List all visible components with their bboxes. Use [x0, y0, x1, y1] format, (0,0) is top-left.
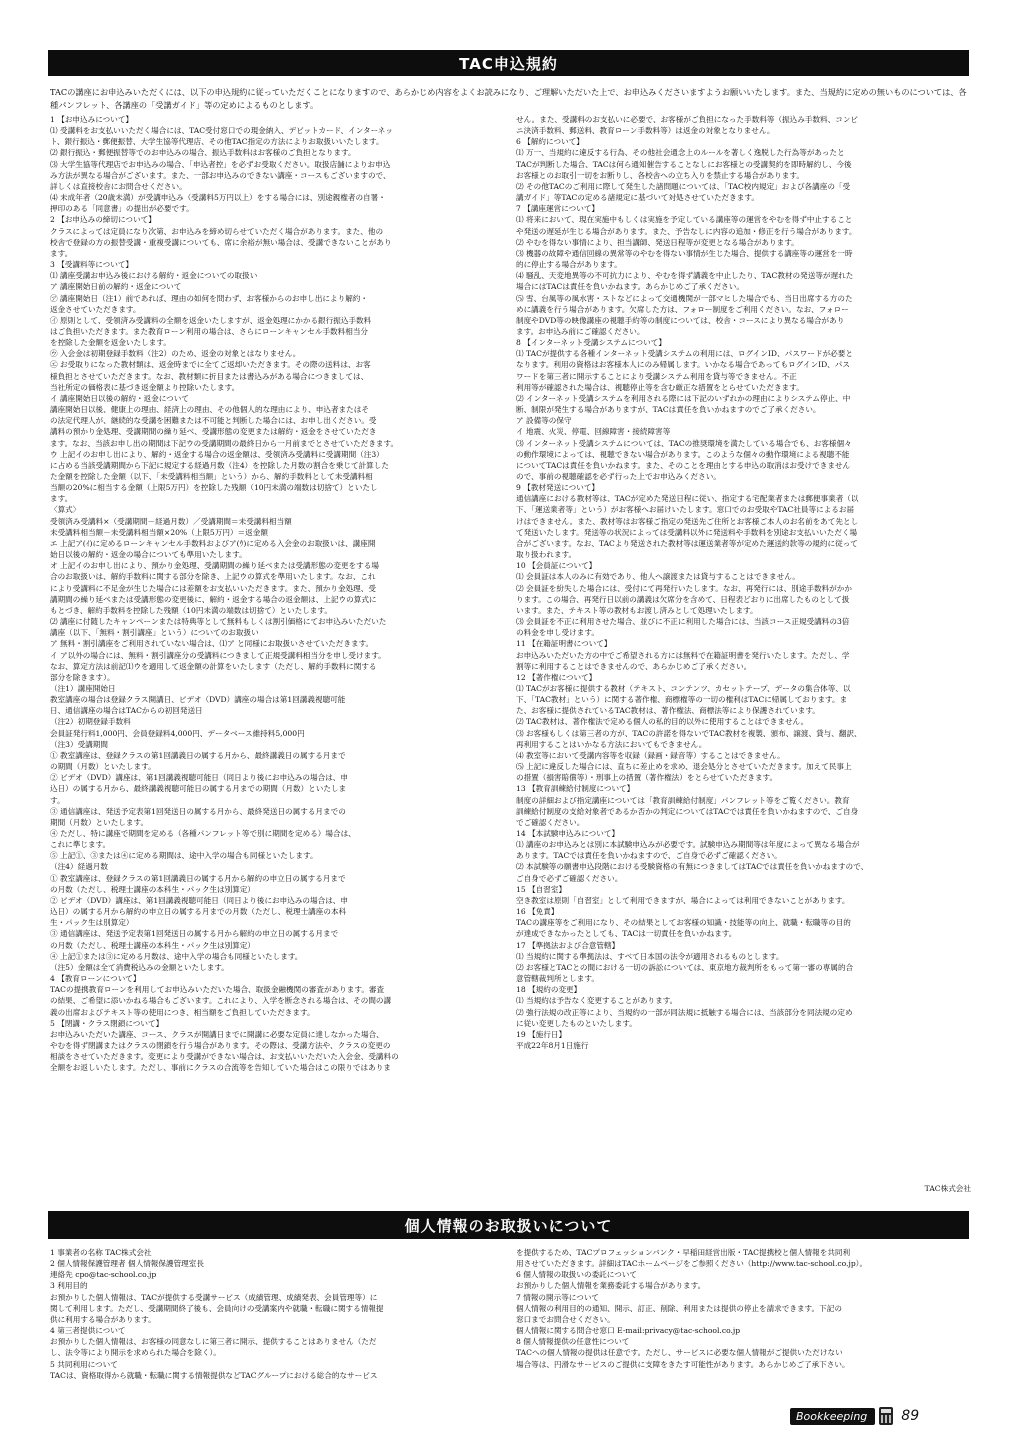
text-line: ⑴ TACがお客様に提供する教材（テキスト、コンテンツ、カセットテープ、データの集合体等、以: [516, 683, 851, 693]
text-line: 取り扱われます。: [516, 550, 577, 560]
text-line: に占める当該受講期間から下記に規定する経過月数（注4）を控除した月数の割合を乗じて計算した: [50, 460, 389, 470]
text-line: ⑶ 大学生協等代理店でお申込みの場合、「申込者控」を必ずお受取ください。取扱店舗によりお申込: [50, 159, 391, 169]
text-line: ⑴ 将来において、現在実施中もしくは実施を予定している講座等の運営をやむを得ず中止すること: [516, 215, 853, 225]
text-line: ウ 上記イのお申し出により、解約・返金する場合の返金額は、受領済み受講料に受講期間（注3）: [50, 449, 384, 459]
text-line: 下、「TAC教材」という）に関する著作権、商標権等の一切の権利はTACに帰属しております。ま: [516, 695, 848, 705]
text-line: 10 【会員証について】: [516, 561, 597, 571]
text-line: の動作環境によっては、視聴できない場合があります。このような個々の動作環境による視聴不能: [516, 449, 850, 459]
text-line: もとづき、解約手数料を控除した残額（10円未満の端数は切捨て）といたします。: [50, 605, 332, 615]
text-line: 供に利用する場合があります。: [50, 1314, 156, 1324]
text-line: 15 【自習室】: [516, 884, 567, 894]
text-line: ④ 上記①または③に定める月数は、途中入学の場合も同様といたします。: [50, 951, 303, 961]
text-line: ⑵ 強行法規の改正等により、当規約の一部が同法規に抵触する場合には、当該部分を同法規の定め: [516, 1007, 853, 1017]
text-line: 教室講座の場合は登録クラス開講日、ビデオ（DVD）講座の場合は第1回講義視聴可能: [50, 695, 346, 705]
text-line: 押印のある「同意書」の提出が必要です。: [50, 204, 194, 214]
intro-paragraph: TACの講座にお申込みいただくには、以下の申込規約に従っていただくことになりますので、あらかじめ内容をよくお読みになり、ご理解いただいた上で、お申込みくださいますようお願いいたします。また、当規約に定めの無いものについては、各種パンフレット、各講座の「受講ガイド」等の定めによるものとします。: [50, 87, 967, 110]
text-line: 当額の20%に相当する金額（上限5万円）を控除した残額（10円未満の端数は切捨て）といたし: [50, 483, 378, 493]
text-line: 17 【準拠法および合意管轄】: [516, 940, 620, 950]
text-line: 期間（月数）といたします。: [50, 817, 149, 827]
text-line: でご確認ください。: [516, 817, 585, 827]
text-line: に従い変更したものといたします。: [516, 1018, 637, 1028]
terms-title: TAC申込規約: [459, 54, 558, 73]
text-line: ⑵ 銀行振込・郵便振替等でのお申込みの場合、振込手数料はお客様のご負担となります。: [50, 148, 356, 158]
text-line: 断、制限が発生する場合がありますが、TACは責任を負いかねますのでご了承ください。: [516, 405, 821, 415]
text-line: 講期間の繰り延べまたは受講形態の変更後に、解約・返金する場合の返金額は、上記ウの算式に: [50, 594, 377, 604]
text-line: 部分を除きます）。: [50, 672, 115, 682]
text-line: 19 【施行日】: [516, 1029, 567, 1039]
text-line: ② ビデオ（DVD）講座は、第1回講義視聴可能日（同日より後にお申込みの場合は、申: [50, 895, 348, 905]
text-line: なります。利用の資格はお客様本人にのみ帰属します。いかなる場合であってもログインID、パス: [516, 360, 850, 370]
text-line: ⑴ 万一、当規約に違反する行為、その他社会通念上のルールを著しく逸脱した行為等があったと: [516, 148, 845, 158]
text-line: ⑵ その他TACのご利用に際して発生した諸問題については、「TAC校内規定」および各講座の「受: [516, 181, 851, 191]
text-line: ⑵ 講座に付随したキャンペーンまたは特典等として無料もしくは割引価格にてお申込みいただいた: [50, 617, 387, 627]
text-line: ア 設備等の保守: [516, 416, 572, 426]
text-line: 始日以後の解約・返金の場合についても準用いたします。: [50, 550, 247, 560]
text-line: お預かりした個人情報は、TACが提供する受講サービス（成績管理、成績発表、会員管理等）に: [50, 1292, 378, 1302]
text-line: ⑵ 本試験等の願書申込段階における受験資格の有無につきましてはTACでは責任を負いかねますので、: [516, 862, 869, 872]
text-line: 制度やDVD等の映像講座の視聴手約等の制度については、校舎・コースにより異なる場合があり: [516, 315, 845, 325]
company-name: TAC株式会社: [924, 1184, 971, 1193]
text-line: 6 個人情報の取扱いの委託について: [516, 1270, 637, 1280]
text-line: ます。お申込み前にご確認ください。: [516, 326, 645, 336]
text-line: ② ビデオ（DVD）講座は、第1回講義視聴可能日（同日より後にお申込みの場合は、申: [50, 773, 348, 783]
text-line: ⑵ 会員証を紛失した場合には、受付にて再発行いたします。なお、再発行には、別途手数料がかか: [516, 583, 852, 593]
text-line: TACが判断した場合、TACは何ら通知催告することなしにお客様との受講契約を即時解約し、今後: [516, 159, 852, 169]
text-line: お申込みいただいた講座、コース、クラスが開講日までに開講に必要な定員に達しなかった場合、: [50, 1029, 384, 1039]
text-line: 1 【お申込みについて】: [50, 115, 134, 124]
text-line: の月数（ただし、税理士講座の本科生・パック生は別算定）: [50, 940, 256, 950]
text-line: 当社所定の価格表に基づき返金額より控除いたします。: [50, 382, 240, 392]
terms-title-banner: [48, 50, 969, 76]
text-line: クラスによっては定員になり次第、お申込みを締め切らせていただく場合があります。また、他の: [50, 226, 384, 236]
text-line: 生・パック生は別算定）: [50, 918, 134, 928]
text-line: ⑶ インターネット受講システムについては、TACの推奨環境を満たしている場合でも、お客様個々: [516, 438, 852, 448]
text-line: を提供するため、TACプロフェッションバンク・早稲田経営出版・TAC提携校と個人情報を共同利: [516, 1248, 851, 1257]
text-line: ご自身で必ずご確認ください。: [516, 873, 623, 883]
text-line: 8 個人情報提供の任意性について: [516, 1337, 630, 1347]
text-line: 講料の預かり金処理、受講期間の繰り延べ、受講形態の変更または解約・返金をさせていただき: [50, 427, 377, 437]
text-line: 講座開始日以後、健康上の理由、経済上の理由、その他個人的な理由により、申込者またはそ: [50, 405, 369, 415]
text-line: ⑵ TAC教材は、著作権法で定める個人の私的目的以外に使用することはできません。: [516, 717, 809, 727]
text-line: 2 個人情報保護管理者 個人情報保護管理室長: [50, 1259, 204, 1269]
text-line: 4 第三者提供について: [50, 1326, 126, 1336]
text-line: お預かりした個人情報を業務委託する場合があります。: [516, 1281, 706, 1291]
text-line: います。また、テキスト等の教材もお渡し済みとして処理いたします。: [516, 605, 758, 615]
text-line: ⑤ 上記①、③または④に定める期間は、途中入学の場合も同様といたします。: [50, 851, 318, 861]
text-line: 講座（以下、「無料・割引講座」という）についてのお取扱い: [50, 628, 259, 638]
text-line: た金額を控除した金額（以下、「未受講料相当額」という）から、解約手数料として未受講料相: [50, 472, 373, 481]
text-line: ⑶ お客様もしくは第三者の方が、TACの許諾を得ないでTAC教材を複製、頒布、譲渡、貸与、翻訳、: [516, 728, 862, 738]
calculator-icon: [879, 1407, 893, 1425]
text-line: ⑶ 機器の故障や通信回線の異常等のやむを得ない事情が生じた場合、提供する講座等の運営を一時: [516, 248, 853, 258]
text-line: ⑸ 上記に違反した場合には、直ちに差止めを求め、退会処分とさせていただきます。加えて民事上: [516, 762, 852, 772]
text-line: ㋓ お受取りになった教材類は、返金時までに全てご返却いただきます。その際の送料は、お客: [50, 360, 371, 370]
text-line: 5 【閉講・クラス閉鎖について】: [50, 1018, 164, 1028]
text-line: （注1）講座開始日: [50, 683, 116, 693]
text-line: ア 無料・割引講座をご利用されていない場合は、⑴ア と同様にお取扱いさせていただきます。: [50, 639, 374, 649]
text-line: 7 情報の開示等について: [516, 1292, 600, 1302]
text-line: ⑷ 騒乱、天変地異等の不可抗力により、やむを得ず講義を中止したり、TAC教材の発送等が遅れた: [516, 271, 854, 281]
text-line: はご負担いただきます。また教育ローン利用の場合は、さらにローンキャンセル手数料相当分: [50, 326, 369, 336]
text-line: ⑸ 雪、台風等の風水害・ストなどによって交通機関が一部マヒした場合でも、当日出席する方のた: [516, 293, 853, 303]
text-line: オ 上記イのお申し出により、預かり金処理、受講期間の繰り延べまたは受講形態の変更をする場: [50, 561, 379, 571]
text-line: ㋑ 原則として、受領済み受講料の全額を返金いたしますが、返金処理にかかる銀行振込手数料: [50, 315, 372, 325]
text-line: 義の出席およびテキスト等の使用につき、相当額をご負担していただきます。: [50, 1007, 315, 1017]
company-signature-block: [516, 1183, 971, 1194]
terms-column-left: [50, 114, 502, 1073]
privacy-column-right: [516, 1247, 971, 1370]
text-line: ⑵ インターネット受講システムを利用される際には下記のいずれかの理由によりシステム停止、中: [516, 393, 851, 403]
text-line: 受領済み受講料×（受講期間－経過月数）／受講期間＝未受講料相当額: [50, 516, 292, 526]
text-line: 利用等が確認された場合は、視聴停止等を含む厳正な措置をとらせていただきます。: [516, 382, 804, 392]
text-line: 個人情報に関する問合せ窓口 E-mail:privacy@tac-school.co.jp: [516, 1326, 741, 1336]
text-line: 的に停止する場合があります。: [516, 260, 622, 270]
text-line: により受講料に不足金が生じた場合には差額をお支払いいただきます。また、預かり金処理、受: [50, 583, 376, 593]
page-footer: [790, 1407, 919, 1425]
text-line: 関して利用します。ただし、受講期間終了後も、会員向けの受講案内や就職・転職に関する情報提: [50, 1303, 384, 1313]
page-number: 89: [901, 1408, 920, 1424]
text-line: や発送の遅延が生じる場合があります。また、予告なしに内容の追加・修正を行う場合があります。: [516, 226, 857, 236]
text-line: 窓口までお問合せください。: [516, 1314, 615, 1324]
text-line: ① 教室講座は、登録クラスの第1回講義日の属する月から、最終講義日の属する月まで: [50, 750, 346, 760]
text-line: 意管轄裁判所とします。: [516, 974, 599, 984]
text-line: た、お客様に提供されているTAC教材は、著作権法、商標法等により保護されています。: [516, 706, 820, 716]
terms-column-right: [516, 114, 971, 1051]
text-line: ③ 通信講座は、発送予定表第1回発送日の属する月から解約の申立日の属する月まで: [50, 929, 339, 939]
text-line: 7 【講座運営について】: [516, 204, 600, 214]
text-line: ⑵ お客様とTACとの間における一切の訴訟については、東京地方裁判所をもって第一審の専属的合: [516, 962, 854, 972]
text-line: 場合にはTACは責任を負いかねます。あらかじめご了承ください。: [516, 282, 744, 292]
text-line: 個人情報の利用目的の通知、開示、訂正、削除、利用または提供の停止を請求できます。下記の: [516, 1303, 842, 1313]
text-line: めに講義を行う場合があります。欠席した方は、フォロー制度をご利用ください。なお、フォロー: [516, 304, 849, 314]
text-line: 連絡先 cpo@tac-school.co.jp: [50, 1270, 157, 1280]
text-line: 講ガイド」等TACの定める諸規定に基づいて対処させていただきます。: [516, 193, 759, 203]
text-line: （注2）初期登録手数料: [50, 717, 131, 727]
text-line: 校舎で登録の方の振替受講・重複受講についても、席に余裕が無い場合は、受講できないことがあり: [50, 237, 392, 247]
text-line: の月数（ただし、税理士講座の本科生・パック生は別算定）: [50, 884, 256, 894]
text-line: て発送いたします。発送等の状況によっては受講料以外に発送料や手数料を別途お支払いいただく場: [516, 527, 858, 537]
text-line: 11 【在籍証明書について】: [516, 639, 612, 649]
text-line: 全額をお返しいたします。ただし、事前にクラスの合流等を告知していた場合はこの限りではありま: [50, 1063, 391, 1073]
text-line: ので、事前の視聴確認を必ず行った上でお申込みください。: [516, 472, 721, 481]
text-line: み方法が異なる場合がございます。また、一部お申込みのできない講座・コースもございますので、: [50, 170, 391, 180]
text-line: 13 【教育訓練給付制度について】: [516, 784, 635, 794]
text-line: ⑵ やむを得ない事情により、担当講師、発送日程等が変更となる場合があります。: [516, 237, 799, 247]
text-line: 合のお取扱いは、解約手数料に関する部分を除き、上記ウの算式を準用いたします。なお、これ: [50, 572, 376, 582]
text-line: 下、「運送業者等」という）がお客様へお届けいたします。窓口でのお受取やTAC社員等によるお届: [516, 505, 855, 515]
text-line: 用させていただきます。詳細はTACホームページをご参照ください（http://www.tac-school.co.jp）。: [516, 1259, 868, 1269]
privacy-title: 個人情報のお取扱いについて: [404, 1216, 613, 1235]
text-line: 空き教室は原則「自習室」として利用できますが、場合によっては利用できないことがあります。: [516, 895, 850, 905]
text-line: （注3）受講期間: [50, 739, 108, 749]
text-line: 通信講座における教材等は、TACが定めた発送日程に従い、指定する宅配業者または郵便事業者（以: [516, 494, 859, 504]
text-line: 合がございます。なお、TACより発送された教材等は運送業者等が定めた運送約款等の規約に従って: [516, 538, 858, 548]
text-line: の結果、ご希望に添いかねる場合もございます。これにより、入学を断念される場合は、その間の講: [50, 996, 392, 1006]
text-line: ト、銀行振込・郵便振替、大学生協等代理店、その他TAC指定の方法によりお取扱いいたします。: [50, 137, 384, 147]
text-line: 相談をさせていただきます。変更により受講ができない場合は、お支払いいただいた入会金、受講料の: [50, 1052, 399, 1062]
text-line: お預かりした個人情報は、お客様の同意なしに第三者に開示、提供することはありません（ただ: [50, 1337, 377, 1347]
text-line: 〈算式〉: [50, 505, 81, 515]
text-line: ⑷ 教室等において受講内容等を収録（録画・録音等）することはできません。: [516, 750, 785, 760]
text-line: の法定代理人が、継続的な受講を困難または不可能と判断した場合には、お申し出ください。受: [50, 416, 377, 426]
text-line: 訓練給付制度の支給対象者であるか否かの判定についてはTACでは責任を負いかねますので、ご自身: [516, 806, 859, 816]
text-line: の期間（月数）といたします。: [50, 762, 156, 772]
text-line: TACの提携教育ローンを利用してお申込みいただいた場合、取扱金融機関の審査があります。審査: [50, 985, 385, 995]
text-line: 14 【本試験申込みについて】: [516, 829, 620, 838]
text-line: 16 【免責】: [516, 907, 559, 917]
text-line: やむを得ず閉講またはクラスの閉鎖を行う場合があります。その際は、受講方法や、クラスの変更の: [50, 1040, 391, 1050]
text-line: ります。この場合、再発行日以前の講義は欠席分を含めて、日程表どおりに出席したものとして扱: [516, 594, 850, 604]
text-line: あります。TACでは責任を負いかねますので、ご自身で必ずご確認ください。: [516, 851, 782, 861]
text-line: 場合等は、円滑なサービスのご提供に支障をきたす可能性があります。あらかじめご了承下さい。: [516, 1359, 850, 1369]
text-line: 18 【規約の変更】: [516, 985, 582, 995]
text-line: せん。また、受講料のお支払いに必要で、お客様がご負担になった手数料等（振込み手数料、コンビ: [516, 115, 859, 124]
text-line: イ 講座開始日以後の解約・返金について: [50, 393, 189, 403]
text-line: ⑴ TACが提供する各種インターネット受講システムの利用には、ログインID、パスワードが必要と: [516, 349, 853, 359]
text-line: の料金を申し受けます。: [516, 628, 599, 638]
text-line: 制度の詳細および指定講座については「教育訓練給付制度」パンフレット等をご覧ください。教育: [516, 795, 850, 805]
text-line: 返金させていただきます。: [50, 304, 141, 314]
text-line: 1 事業者の名称 TAC株式会社: [50, 1248, 152, 1257]
text-line: 込日）の属する月から解約の申立日の属する月までの月数（ただし、税理士講座の本科: [50, 907, 347, 917]
text-line: ⑴ 受講料をお支払いいただく場合には、TAC受付窓口での現金納入、デビットカード、インターネッ: [50, 126, 393, 136]
text-line: 2 【お申込みの締切について】: [50, 215, 156, 225]
text-line: ㋒ 入会金は初期登録手数料（注2）のため、返金の対象とはなりません。: [50, 349, 301, 359]
text-line: ⑴ 当規約に関する準拠法は、すべて日本国の法令が適用されるものとします。: [516, 951, 784, 961]
text-line: 会員証発行料1,000円、会員登録料4,000円、データベース維持料5,000円: [50, 728, 305, 738]
text-line: 込日）の属する月から、最終講義視聴可能日の属する月までの期間（月数）といたしま: [50, 784, 347, 794]
text-line: についてTACは責任を負いかねます。また、そのことを理由とする申込の取消はお受けできません: [516, 460, 851, 470]
text-line: し、法令等により開示を求められた場合を除く）。: [50, 1348, 221, 1358]
text-line: を控除した金額を返金いたします。: [50, 338, 171, 348]
text-line: （注4）経過月数: [50, 862, 108, 872]
text-line: ⑷ 未成年者（20歳未満）が受講申込み（受講料5万円以上）をする場合には、別途親権者の自署・: [50, 193, 386, 203]
text-line: 再利用することはいかなる方法においてもできません。: [516, 739, 707, 749]
text-line: す。: [50, 795, 65, 805]
text-line: ます。: [50, 248, 73, 258]
text-line: ④ ただし、特に講座で期間を定める（各種パンフレット等で別に期間を定める）場合は、: [50, 829, 356, 838]
text-line: 5 共同利用について: [50, 1359, 118, 1369]
text-line: ⑴ 当規約は予告なく変更することがあります。: [516, 996, 678, 1006]
text-line: ます。なお、当該お申し出の期間は下記ウの受講期間の最終日から一月前までとさせていただきます。: [50, 438, 399, 448]
text-line: なお、算定方法は前記⑴ウを適用して返金額の計算をいたします（ただし、解約手数料に関する: [50, 661, 377, 671]
text-line: の措置（損害賠償等）・刑事上の措置（著作権法）をとらせていただきます。: [516, 773, 778, 783]
text-line: 3 利用目的: [50, 1281, 88, 1291]
text-line: TACへの個人情報の提供は任意です。ただし、サービスに必要な個人情報がご提供いただけない: [516, 1348, 843, 1358]
text-line: ます。: [50, 494, 73, 504]
text-line: けはできません。また、教材等はお客様ご指定の発送先ご住所とお客様ご本人のお名前をあて先とし: [516, 516, 859, 526]
text-line: お客様とのお取引一切をお断りし、各校舎への立ち入りを禁止する場合があります。: [516, 170, 804, 180]
text-line: 9 【教材発送について】: [516, 483, 600, 493]
text-line: ア 講座開始日前の解約・返金について: [50, 282, 182, 292]
text-line: 割等に利用することはできませんので、あらかじめご了承ください。: [516, 661, 752, 671]
text-line: エ 上記ア(ｲ)に定めるローンキャンセル手数料およびア(ｳ)に定める入会金のお取扱いは、講座開: [50, 538, 376, 548]
text-line: 3 【受講料等について】: [50, 260, 134, 270]
text-line: 8 【インターネット受講システムについて】: [516, 338, 666, 348]
text-line: 未受講料相当額－未受講料相当額×20%（上限5万円）＝返金額: [50, 527, 268, 537]
text-line: イ 地震、火災、停電、回線障害・接続障害等: [516, 427, 671, 437]
text-line: お申込みいただいた方の中でご希望される方には無料で在籍証明書を発行いたします。ただし、学: [516, 650, 850, 660]
text-line: ⑶ 会員証を不正に利用させた場合、並びに不正に利用した場合には、当該コース正規受講料の3倍: [516, 617, 850, 627]
text-line: 日、通信講座の場合はTACからの初回発送日: [50, 706, 203, 716]
text-line: ⑴ 講座のお申込みとは別に本試験申込みが必要です。試験申込み期間等は年度によって異なる場合が: [516, 840, 860, 850]
text-line: 12 【著作権について】: [516, 672, 597, 682]
text-line: ニ決済手数料、郵送料、教育ローン手数料等）は返金の対象となりません。: [516, 126, 775, 136]
text-line: ⑴ 会員証は本人のみに有効であり、他人へ譲渡または貸与することはできません。: [516, 572, 800, 582]
text-line: ⑴ 講座受講お申込み後における解約・返金についての取扱い: [50, 271, 258, 281]
text-line: 4 【教育ローンについて】: [50, 974, 141, 984]
text-line: 様負担とさせていただきます。なお、教材類に折目または書込みがある場合につきましては、: [50, 371, 369, 381]
text-line: ㋐ 講座開始日（注1）前であれば、理由の如何を問わず、お客様からのお申し出により解約・: [50, 293, 368, 303]
text-line: イ ア以外の場合には、無料・割引講座分の受講料につきまして正規受講料相当分を申し受けます。: [50, 650, 386, 660]
text-line: （注5）金額は全て消費税込みの金額といたします。: [50, 962, 229, 972]
book-title-badge: Bookkeeping: [790, 1408, 875, 1425]
text-line: 6 【解約について】: [516, 137, 584, 147]
text-line: ワードを第三者に開示することにより受講システム利用を貸与等できません。不正: [516, 371, 797, 381]
text-line: 平成22年8月1日施行: [516, 1040, 589, 1050]
text-line: TACの講座等をご利用になり、その結果としてお客様の知識・技能等の向上、就職・転職等の目的: [516, 918, 851, 928]
text-line: ③ 通信講座は、発送予定表第1回発送日の属する月から、最終発送日の属する月までの: [50, 806, 346, 816]
text-line: ① 教室講座は、登録クラスの第1回講義日の属する月から解約の申立日の属する月まで: [50, 873, 346, 883]
privacy-column-left: [50, 1247, 502, 1381]
text-line: が達成できなかったとしても、TACは一切責任を負いかねます。: [516, 929, 737, 939]
text-line: 詳しくは直接校舎にお問合せください。: [50, 181, 187, 191]
text-line: TACは、資格取得から就職・転職に関する情報提供などTACグループにおける総合的なサービス: [50, 1370, 378, 1380]
privacy-title-banner: [48, 1211, 969, 1239]
text-line: これに準じます。: [50, 840, 111, 850]
